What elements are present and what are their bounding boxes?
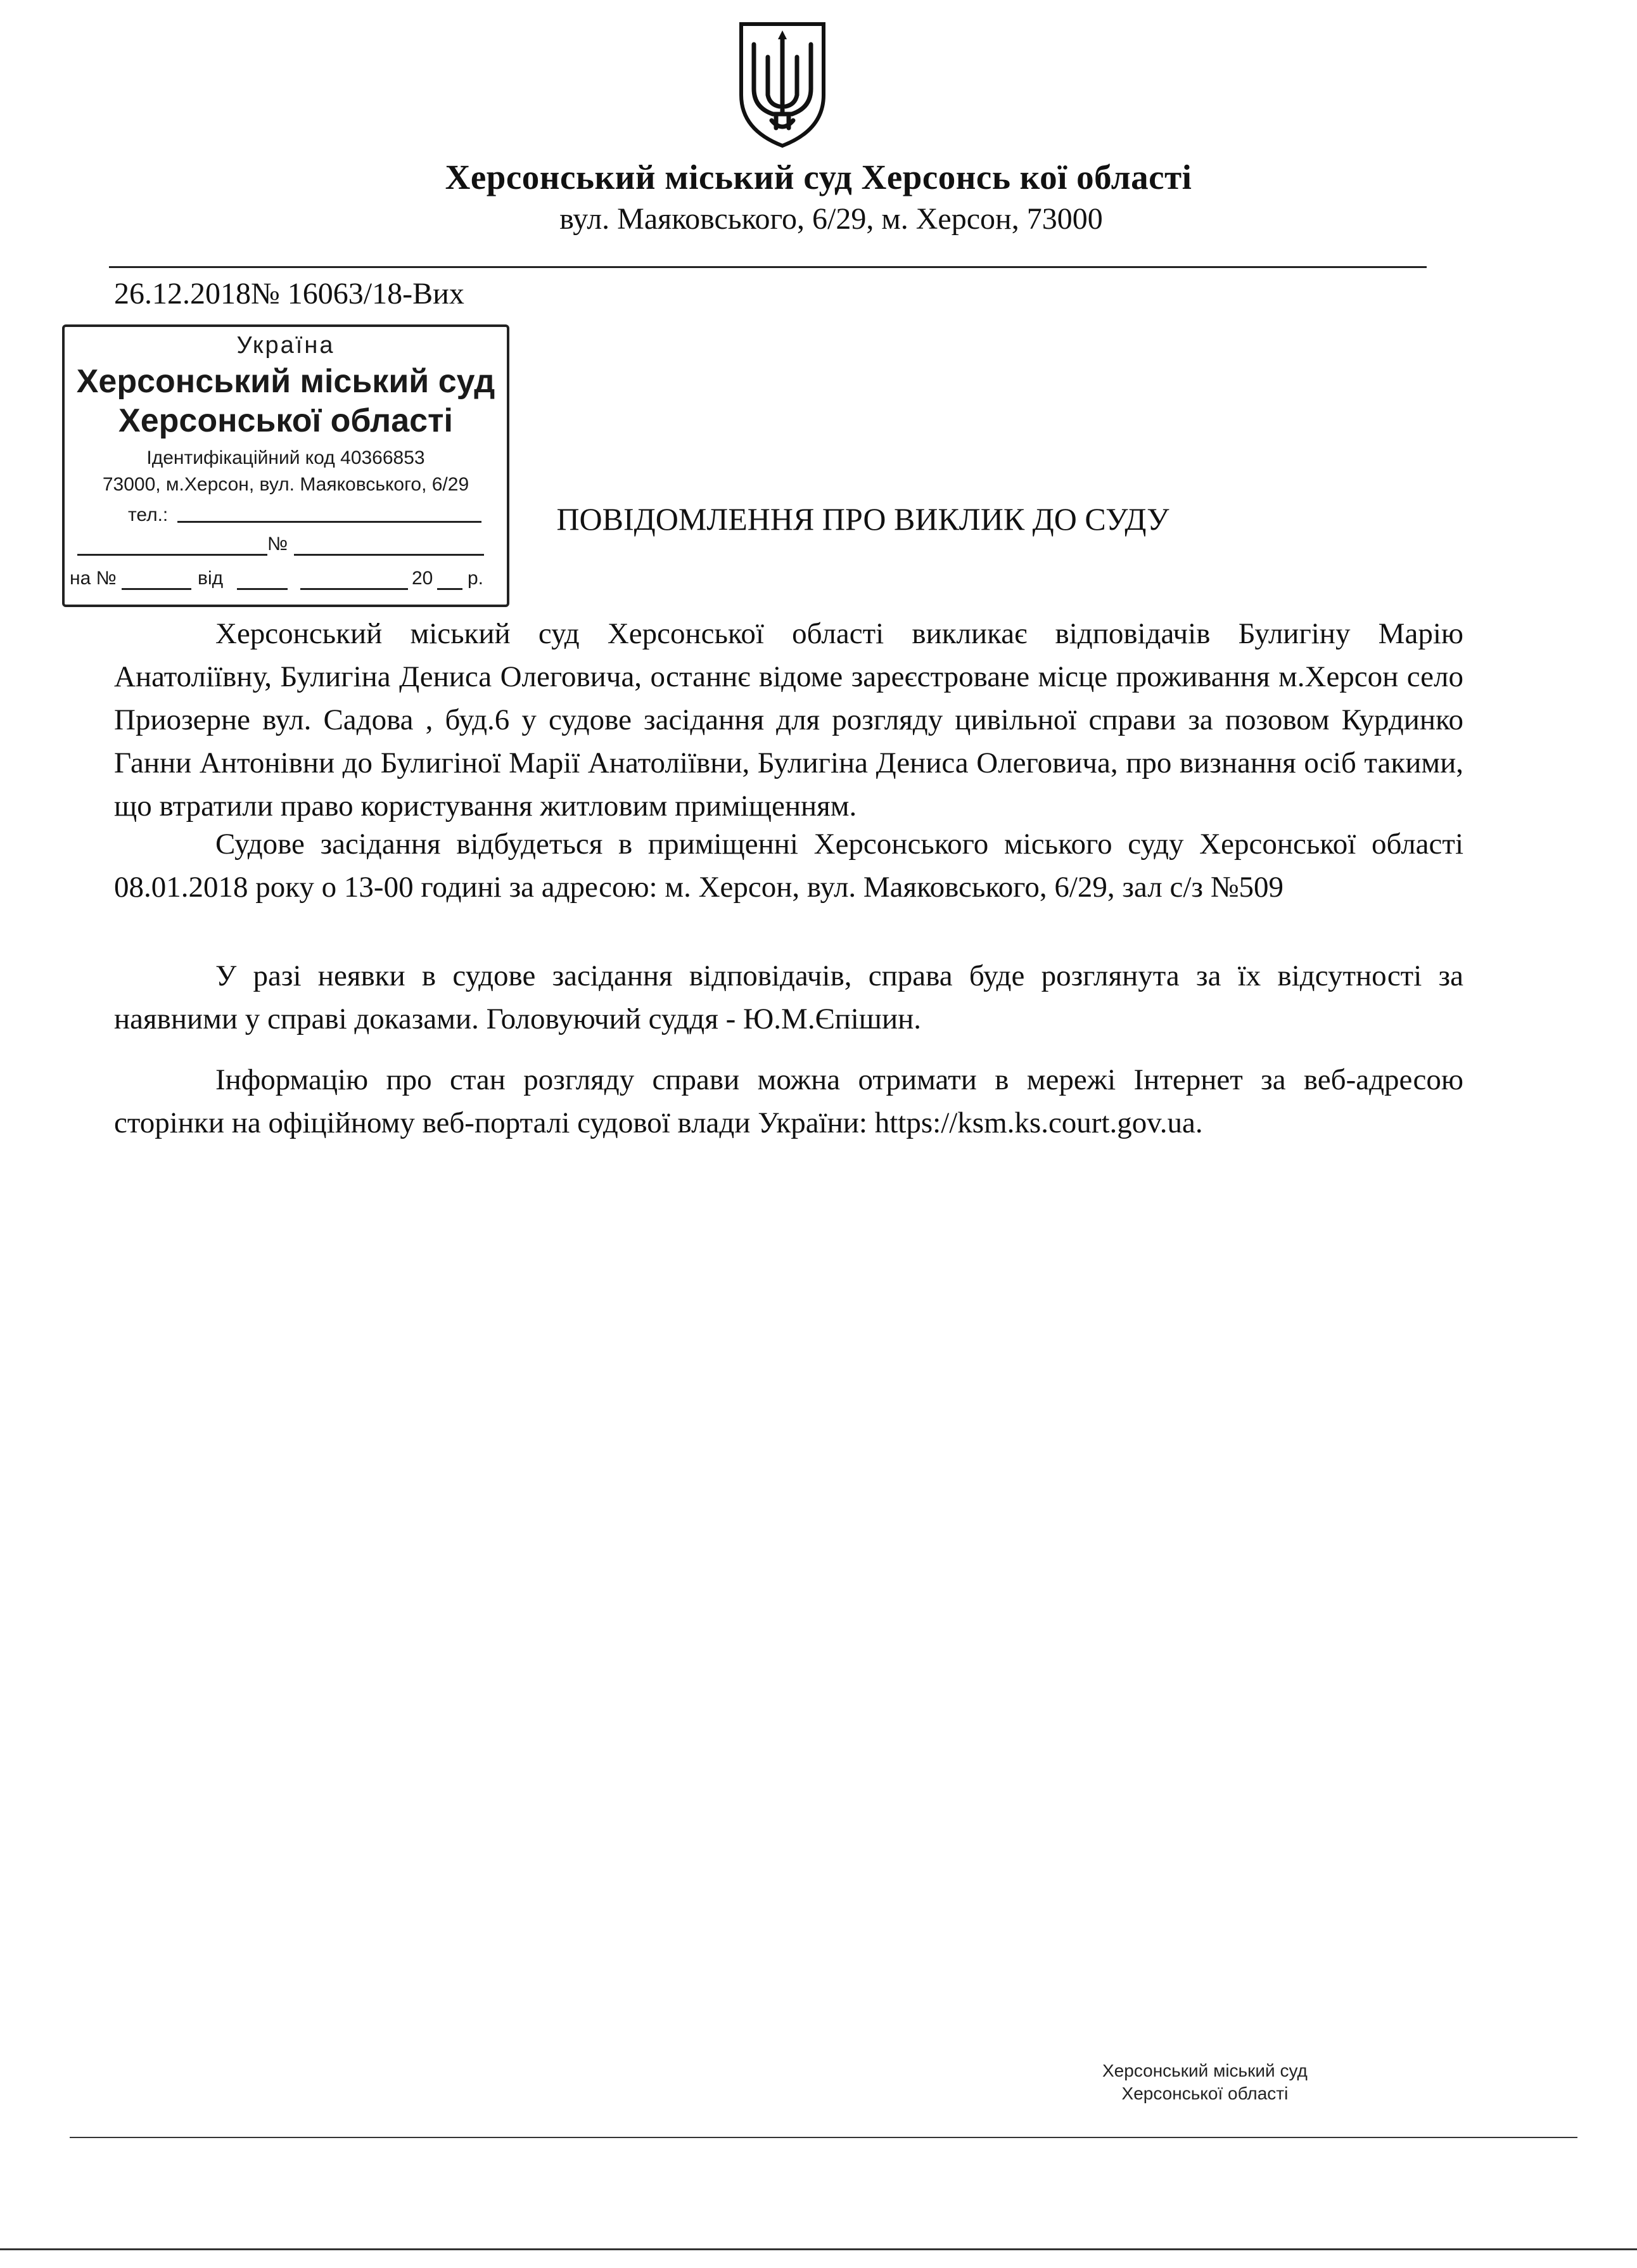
outgoing-reference: 26.12.2018№ 16063/18-Вих [114,277,464,311]
paragraph-text: Судове засідання відбудеться в приміщенні Херсонського міського суду Херсонської області 08.01.2018 року о 13-00 годині за адресою: м. Херсон, вул. Маяковського, 6/29, зал с/з №509 [114,828,1463,904]
stamp-date-line [77,554,267,556]
footer-stamp-line1: Херсонський міський суд [1102,2061,1308,2080]
notice-paragraph [114,612,1463,828]
trident-coat-of-arms-icon [735,19,830,152]
stamp-number-line [294,554,484,556]
court-title: Херсонський міський суд Херсонсь кої області [445,158,1192,196]
footer-court-stamp [1102,2060,1308,2105]
stamp-id-code: Ідентифікаційний код 40366853 [146,447,425,468]
paragraph-text: Херсонський міський суд Херсонської області викликає відповідачів Булигіну Марію Анатоліївну, Булигіна Дениса Олеговича, останнє відоме зареєстроване місце проживання м.Херсон село Приозерне вул. Садова , буд.6 у судове засідання для розгляду цивільної справи за позовом Курдинко Ганни Антонівни до Булигіної Марії Анатоліївни, Булигіна Дениса Олеговича, про визнання осіб такими, що втратили право користування житловим приміщенням. [114,617,1463,823]
paragraph-text: Інформацію про стан розгляду справи можна отримати в мережі Інтернет за веб-адресою сторінки на офіційному веб-порталі судової влади України: https://ksm.ks.court.gov.ua. [114,1063,1463,1139]
notice-paragraph [114,954,1463,1041]
notice-title: ПОВІДОМЛЕННЯ ПРО ВИКЛИК ДО СУДУ [556,501,1169,537]
stamp-year-line [437,588,462,590]
stamp-address: 73000, м.Херсон, вул. Маяковського, 6/29 [102,474,469,495]
stamp-from-label: від [198,568,224,589]
stamp-ref-line [122,588,191,590]
stamp-month-line [300,588,408,590]
stamp-court-region: Херсонської області [118,402,453,439]
stamp-tel-label: тел.: [128,504,169,525]
notice-paragraph [114,823,1463,909]
footer-divider [70,2137,1577,2138]
stamp-ref-label: на № [70,568,117,589]
stamp-year-suffix: р. [468,568,484,589]
stamp-year-label: 20 [412,568,433,589]
stamp-court-name: Херсонський міський суд [76,363,495,400]
stamp-country: Україна [236,332,335,359]
footer-stamp-line2: Херсонської області [1121,2084,1289,2103]
notice-paragraph [114,1058,1463,1144]
paragraph-text: У разі неявки в судове засідання відповідачів, справа буде розглянута за їх відсутності за наявними у справі доказами. Головуючий суддя - Ю.М.Єпішин. [114,959,1463,1035]
court-address: вул. Маяковського, 6/29, м. Херсон, 73000 [559,202,1103,236]
stamp-number-label: № [267,534,288,554]
registration-stamp [62,324,509,607]
page-edge-line [0,2248,1637,2250]
stamp-day-line [237,588,288,590]
header-divider [109,266,1427,268]
